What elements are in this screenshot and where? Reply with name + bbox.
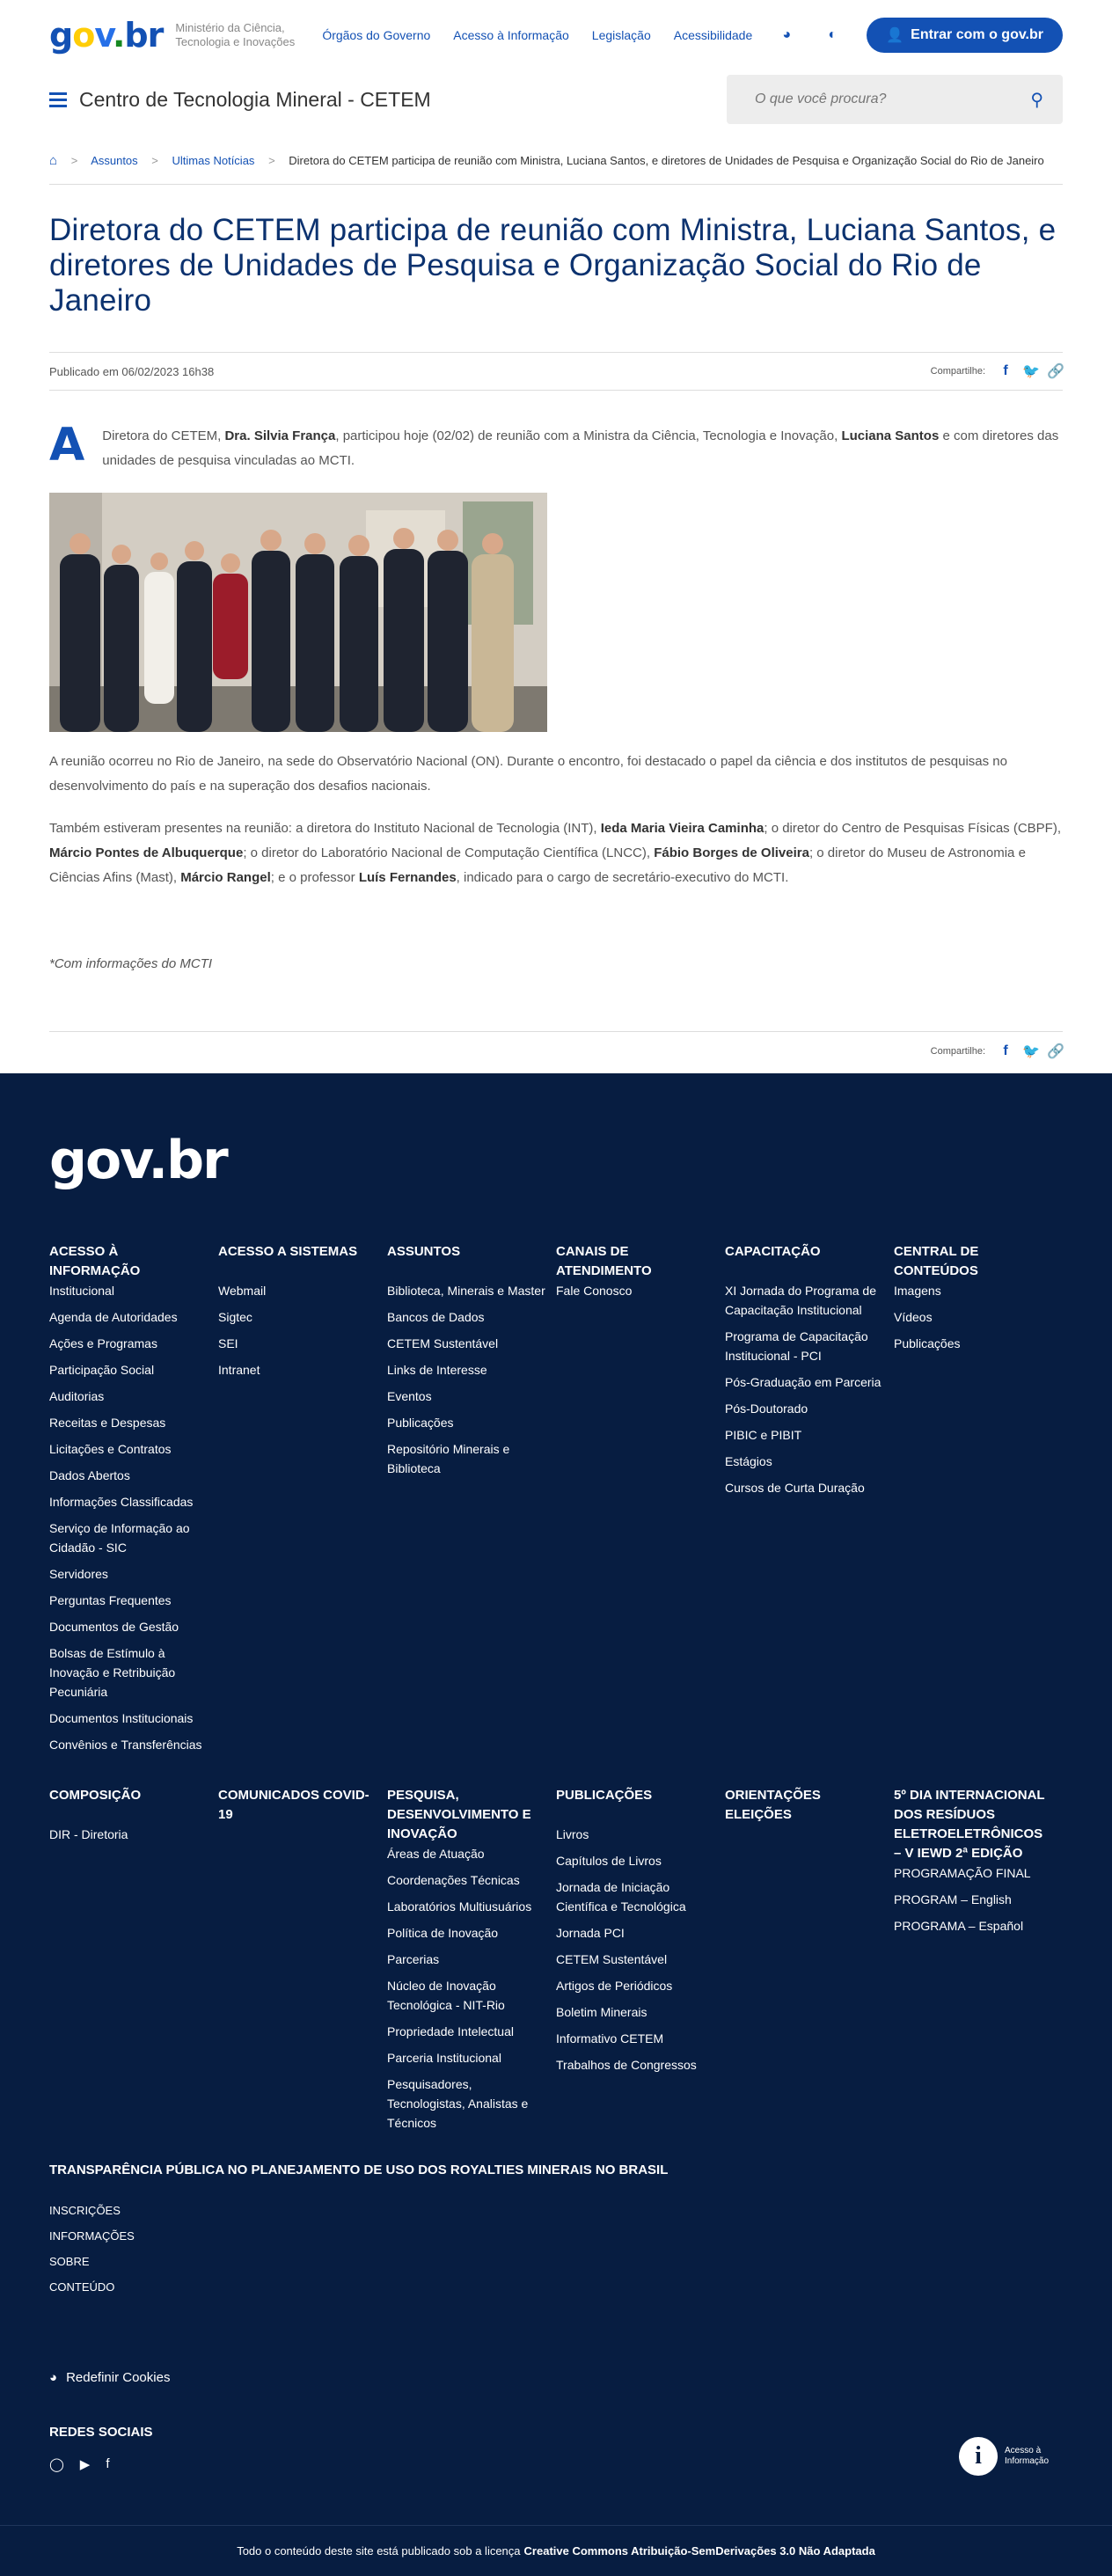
footer-link[interactable]: PROGRAM – English [894,1892,1012,1906]
footer-link[interactable]: Repositório Minerais e Biblioteca [387,1442,510,1475]
footer-link[interactable]: Ações e Programas [49,1336,157,1350]
footer-link[interactable]: Licitações e Contratos [49,1442,172,1456]
footer-link[interactable]: Servidores [49,1567,108,1581]
footer-col-title[interactable]: COMUNICADOS COVID-19 [218,1788,369,1822]
footer-link[interactable]: Receitas e Despesas [49,1416,166,1430]
footer-col-title: ACESSO A SISTEMAS [218,1244,358,1259]
twitter-icon[interactable]: 🐦 [1022,364,1040,379]
group-photo-image [49,493,547,732]
footer-col-iewd [894,1786,1063,2133]
footer-link[interactable]: Capítulos de Livros [556,1854,662,1868]
footer-link[interactable]: Jornada de Iniciação Científica e Tecnológica [556,1880,686,1914]
footer-link[interactable]: Agenda de Autoridades [49,1310,178,1324]
search-input[interactable] [755,91,1010,107]
article-photo [49,493,547,732]
footer-col-eleicoes [725,1786,894,2133]
menu-icon[interactable] [49,92,67,107]
footer-link[interactable]: Política de Inovação [387,1926,499,1940]
access-info-label: Acesso à Informação [1005,2446,1050,2466]
article-credit: *Com informações do MCTI [49,956,213,971]
ministry-name: Ministério da Ciência, Tecnologia e Inovações [175,21,296,48]
license-text: Todo o conteúdo deste site está publicado sob a licença [237,2544,521,2558]
footer-col-title[interactable]: ORIENTAÇÕES ELEIÇÕES [725,1788,821,1822]
footer-link[interactable]: Links de Interesse [387,1363,487,1377]
footer-link[interactable]: XI Jornada do Programa de Capacitação Institucional [725,1284,876,1317]
footer-col-acesso-sistemas [218,1242,387,1754]
footer-link[interactable]: Boletim Minerais [556,2005,647,2019]
license-link[interactable]: Creative Commons Atribuição-SemDerivações 3.0 Não Adaptada [523,2544,875,2558]
footer-link[interactable]: Informações Classificadas [49,1495,194,1509]
reset-cookies-button[interactable] [49,2370,170,2385]
footer-link[interactable]: Participação Social [49,1363,155,1377]
footer-col-title: 5º DIA INTERNACIONAL DOS RESÍDUOS ELETROELETRÔNICOS – V IEWD 2ª EDIÇÃO [894,1788,1045,1861]
link-acesso-informacao[interactable]: Acesso à Informação [453,28,569,42]
transparency-link-conteudo[interactable]: CONTEÚDO [49,2280,115,2294]
breadcrumb-current: Diretora do CETEM participa de reunião com Ministra, Luciana Santos, e diretores de Unidades de Pesquisa e Organização Social do Rio de Janeiro [289,154,1044,167]
youtube-icon[interactable]: ▶ [79,2457,91,2472]
footer-link[interactable]: Estágios [725,1454,772,1468]
footer-link[interactable]: Cursos de Curta Duração [725,1481,865,1495]
footer-link[interactable]: Artigos de Periódicos [556,1979,673,1993]
footer-col-canais-atendimento [556,1242,725,1754]
lead-paragraph: A Diretora do CETEM, Dra. Silvia França, participou hoje (02/02) de reunião com a Ministra da Ciência, Tecnologia e Inovação, Luciana Santos e com diretores das unidades de pesquisa vinculadas ao MCTI. [49,419,1059,472]
footer-link[interactable]: Propriedade Intelectual [387,2024,514,2038]
footer-col-acesso-informacao [49,1242,218,1754]
footer-link[interactable]: DIR - Diretoria [49,1827,128,1841]
breadcrumb-separator: > [268,154,275,167]
footer-link[interactable]: Pós-Doutorado [725,1401,808,1416]
share-bar [931,362,1063,380]
link-orgaos-governo[interactable]: Órgãos do Governo [322,28,431,42]
transparency-link-informacoes[interactable]: INFORMAÇÕES [49,2229,135,2243]
breadcrumb-ultimas-noticias[interactable]: Ultimas Notícias [172,154,255,167]
top-bar [0,0,1112,70]
footer-link[interactable]: Perguntas Frequentes [49,1593,172,1607]
footer-col-title: CAPACITAÇÃO [725,1244,821,1259]
footer-link[interactable]: Coordenações Técnicas [387,1873,520,1887]
search-box [727,75,1063,124]
search-icon[interactable]: ⚲ [1030,90,1043,110]
footer-col-title: PUBLICAÇÕES [556,1788,653,1803]
info-icon: i [959,2437,998,2476]
footer-link[interactable]: Jornada PCI [556,1926,625,1940]
footer-link[interactable]: Publicações [894,1336,961,1350]
footer-link[interactable]: Eventos [387,1389,432,1403]
site-header [0,73,1112,126]
footer-col-publicacoes [556,1786,725,2133]
license-bar [0,2525,1112,2576]
link-acessibilidade[interactable]: Acessibilidade [673,28,753,42]
transparency-link-inscricoes[interactable]: INSCRIÇÕES [49,2204,121,2217]
site-name[interactable]: Centro de Tecnologia Mineral - CETEM [79,87,431,111]
bottom-share-bar [49,1031,1063,1070]
footer-link[interactable]: Bancos de Dados [387,1310,485,1324]
reset-cookies-label: Redefinir Cookies [66,2370,171,2385]
login-button[interactable] [867,18,1063,53]
footer-row-2 [49,1786,1063,2133]
transparency-title: TRANSPARÊNCIA PÚBLICA NO PLANEJAMENTO DE USO DOS ROYALTIES MINERAIS NO BRASIL [49,2163,669,2177]
footer-col-title: CANAIS DE ATENDIMENTO [556,1244,652,1278]
facebook-icon[interactable]: f [1003,363,1008,378]
footer-link[interactable]: PROGRAMAÇÃO FINAL [894,1866,1031,1880]
transparency-link-sobre[interactable]: SOBRE [49,2255,90,2268]
footer-link[interactable]: Parcerias [387,1952,440,1966]
footer-col-title: ACESSO À INFORMAÇÃO [49,1244,141,1278]
site-title [49,88,431,112]
footer-col-composicao [49,1786,218,2133]
footer-link[interactable]: Núcleo de Inovação Tecnológica - NIT-Rio [387,1979,505,2012]
footer-link[interactable]: Fale Conosco [556,1284,633,1298]
footer-link[interactable]: Serviço de Informação ao Cidadão - SIC [49,1521,190,1555]
footer-link[interactable]: Trabalhos de Congressos [556,2058,697,2072]
breadcrumb-assuntos[interactable]: Assuntos [91,154,138,167]
social-title: REDES SOCIAIS [49,2425,153,2440]
published-date: Publicado em 06/02/2023 16h38 [49,364,215,378]
breadcrumb [49,150,1063,185]
footer-link[interactable]: Institucional [49,1284,114,1298]
paragraph-1: A reunião ocorreu no Rio de Janeiro, na sede do Observatório Nacional (ON). Durante o encontro, foi destacado o papel da ciência e dos institutos de pesquisas no desenvolvimento do país e na superação dos desafios nacionais. [49,754,1007,794]
footer-link[interactable]: Dados Abertos [49,1468,130,1482]
login-label: Entrar com o gov.br [911,27,1043,42]
footer-col-title: COMPOSIÇÃO [49,1788,142,1803]
footer-col-title: PESQUISA, DESENVOLVIMENTO E INOVAÇÃO [387,1788,531,1841]
twitter-icon[interactable]: 🐦 [1022,1043,1040,1059]
footer-link[interactable]: Webmail [218,1284,267,1298]
paragraph-2: Também estiveram presentes na reunião: a diretora do Instituto Nacional de Tecnologia (INT), Ieda Maria Vieira Caminha; o diretor do Centro de Pesquisas Físicas (CBPF), Márcio Pontes de Albuquerque; o diretor do Laboratório Nacional de Computação Científica (LNCC), Fábio Borges de Oliveira; o diretor do Museu de Astronomia e Ciências Afins (Mast), Márcio Rangel; e o professor Luís Fernandes, indicado para o cargo de secretário-executivo do MCTI. [49,821,1061,885]
footer-link[interactable]: Parceria Institucional [387,2051,501,2065]
footer-link[interactable]: Livros [556,1827,589,1841]
cookie-icon[interactable]: ◕ [782,27,792,42]
footer [0,1073,1112,2525]
breadcrumb-separator: > [151,154,158,167]
footer-link[interactable]: PROGRAMA – Español [894,1919,1024,1933]
footer-col-pesquisa [387,1786,556,2133]
share-label: Compartilhe: [930,366,985,377]
footer-logo: gov.br [49,1130,227,1191]
breadcrumb-separator: > [70,154,78,167]
user-icon: 👤 [886,28,904,43]
contrast-icon[interactable]: ◐ [828,27,838,42]
transparency-section [49,2163,668,2294]
facebook-icon[interactable]: f [106,2456,110,2471]
cookie-icon: ◕ [49,2370,58,2385]
footer-link[interactable]: CETEM Sustentável [387,1336,499,1350]
instagram-icon[interactable]: ◯ [49,2457,64,2472]
share-label: Compartilhe: [930,1045,985,1057]
footer-link[interactable]: Vídeos [894,1310,933,1324]
article-title: Diretora do CETEM participa de reunião com Ministra, Luciana Santos, e diretores de Unidades de Pesquisa e Organização Social do Rio de Janeiro [49,213,1057,318]
footer-link[interactable]: Informativo CETEM [556,2031,664,2045]
footer-link[interactable]: Bolsas de Estímulo à Inovação e Retribuição Pecuniária [49,1646,176,1699]
link-icon[interactable]: 🔗 [1047,1043,1064,1059]
link-legislacao[interactable]: Legislação [591,28,651,42]
footer-link[interactable]: Laboratórios Multiusuários [387,1899,532,1914]
footer-col-central-conteudos [894,1242,1063,1754]
footer-col-assuntos [387,1242,556,1754]
footer-link[interactable]: CETEM Sustentável [556,1952,668,1966]
footer-col-title: ASSUNTOS [387,1244,461,1259]
facebook-icon[interactable]: f [1003,1043,1008,1058]
footer-link[interactable]: PIBIC e PIBIT [725,1428,802,1442]
footer-row-1 [49,1242,1063,1754]
footer-link[interactable]: Pesquisadores, Tecnologistas, Analistas e Técnicos [387,2077,529,2130]
footer-col-covid [218,1786,387,2133]
footer-link[interactable]: Pós-Graduação em Parceria [725,1375,882,1389]
footer-link[interactable]: Biblioteca, Minerais e Master [387,1284,545,1298]
footer-link[interactable]: Documentos Institucionais [49,1711,194,1725]
home-icon[interactable]: ⌂ [49,153,58,168]
article-meta [49,352,1063,391]
article-body [49,419,1063,977]
footer-link[interactable]: Auditorias [49,1389,105,1403]
top-links [322,18,1063,53]
footer-link[interactable]: Convênios e Transferências [49,1738,202,1752]
footer-col-capacitacao [725,1242,894,1754]
link-icon[interactable]: 🔗 [1047,364,1064,379]
govbr-logo[interactable]: gov.br [49,16,164,55]
footer-col-title: CENTRAL DE CONTEÚDOS [894,1244,979,1278]
access-info-logo[interactable] [959,2437,1061,2476]
dropcap: A [49,419,85,472]
footer-link[interactable]: Áreas de Atuação [387,1847,485,1861]
footer-link[interactable]: Programa de Capacitação Institucional - PCI [725,1329,868,1363]
footer-link[interactable]: Intranet [218,1363,260,1377]
brand [49,16,316,55]
footer-link[interactable]: Documentos de Gestão [49,1620,179,1634]
footer-link[interactable]: Sigtec [218,1310,252,1324]
footer-link[interactable]: SEI [218,1336,238,1350]
footer-link[interactable]: Publicações [387,1416,454,1430]
social-links [49,2456,110,2472]
footer-link[interactable]: Imagens [894,1284,941,1298]
